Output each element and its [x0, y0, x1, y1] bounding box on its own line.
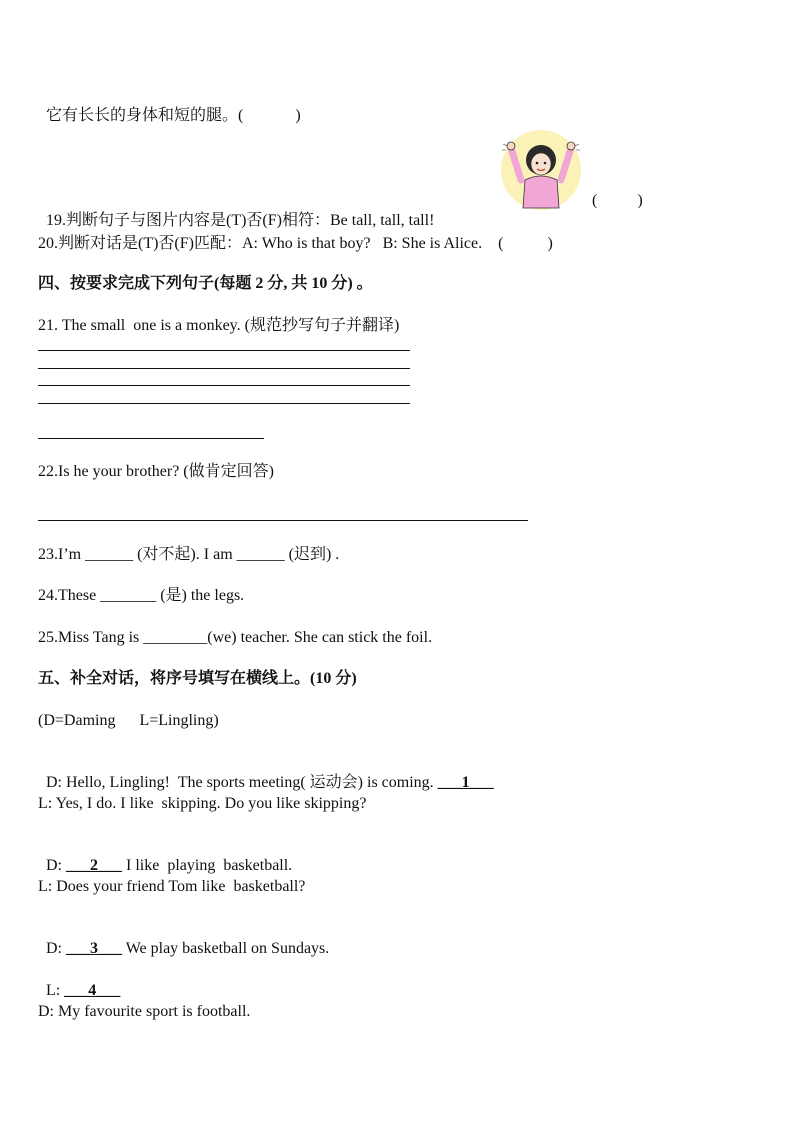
- girl-arms-up-picture: [499, 128, 583, 212]
- q19-text: 19.判断句子与图片内容是(T)否(F)相符：Be tall, tall, tall!: [46, 212, 435, 229]
- q21-writing-line-2[interactable]: [38, 368, 410, 369]
- dialogue-line-4: L: Does your friend Tom like basketball?: [38, 878, 306, 895]
- q22-prompt: 22.Is he your brother? (做肯定回答): [38, 463, 274, 480]
- q22-answer-line[interactable]: [38, 520, 528, 521]
- q19-answer-blank[interactable]: ( ): [592, 192, 643, 209]
- q18-text: 它有长长的身体和短的腿。(: [46, 107, 244, 124]
- q18-answer-blank[interactable]: ): [243, 107, 301, 124]
- q21-writing-line-3[interactable]: [38, 385, 410, 386]
- q21-translation-line[interactable]: [38, 438, 264, 439]
- q21-writing-line-1[interactable]: [38, 350, 410, 351]
- q23-sentence: 23.I’m ______ (对不起). I am ______ (迟到) .: [38, 546, 340, 563]
- q19-line: [38, 191, 434, 231]
- dialogue-line-6-speaker: L:: [46, 982, 65, 999]
- dialogue-line-3-text: I like playing basketball.: [122, 857, 293, 874]
- dialogue-line-1: [38, 753, 494, 793]
- q21-prompt: 21. The small one is a monkey. (规范抄写句子并翻译): [38, 317, 400, 334]
- dialogue-blank-3[interactable]: ___3___: [66, 940, 122, 957]
- dialogue-blank-2[interactable]: ___2___: [66, 857, 122, 874]
- q24-sentence: 24.These _______ (是) the legs.: [38, 587, 245, 604]
- q25-sentence: 25.Miss Tang is ________(we) teacher. She can stick the foil.: [38, 629, 433, 646]
- dialogue-speakers: (D=Daming L=Lingling): [38, 712, 219, 729]
- dialogue-line-5-text: We play basketball on Sundays.: [122, 940, 330, 957]
- section5-title: 五、补全对话，将序号填写在横线上。(10 分): [38, 670, 357, 687]
- section4-title: 四、按要求完成下列句子(每题 2 分, 共 10 分) 。: [38, 275, 373, 292]
- dialogue-line-5-speaker: D:: [46, 940, 66, 957]
- dialogue-line-5: [38, 919, 329, 959]
- q20-line: 20.判断对话是(T)否(F)匹配：A: Who is that boy? B: She is Alice. ( ): [38, 235, 553, 252]
- dialogue-line-3: [38, 836, 292, 876]
- dialogue-line-6: [38, 961, 120, 1001]
- dialogue-line-3-speaker: D:: [46, 857, 66, 874]
- dialogue-blank-4[interactable]: ___4___: [64, 982, 121, 999]
- dialogue-line-2: L: Yes, I do. I like skipping. Do you like skipping?: [38, 795, 367, 812]
- dialogue-line-1-text: D: Hello, Lingling! The sports meeting( 运动会) is coming.: [46, 774, 438, 791]
- dialogue-blank-1[interactable]: ___1___: [437, 774, 494, 791]
- dialogue-line-7: D: My favourite sport is football.: [38, 1003, 251, 1020]
- q21-writing-line-4[interactable]: [38, 403, 410, 404]
- q18-line: [38, 86, 301, 126]
